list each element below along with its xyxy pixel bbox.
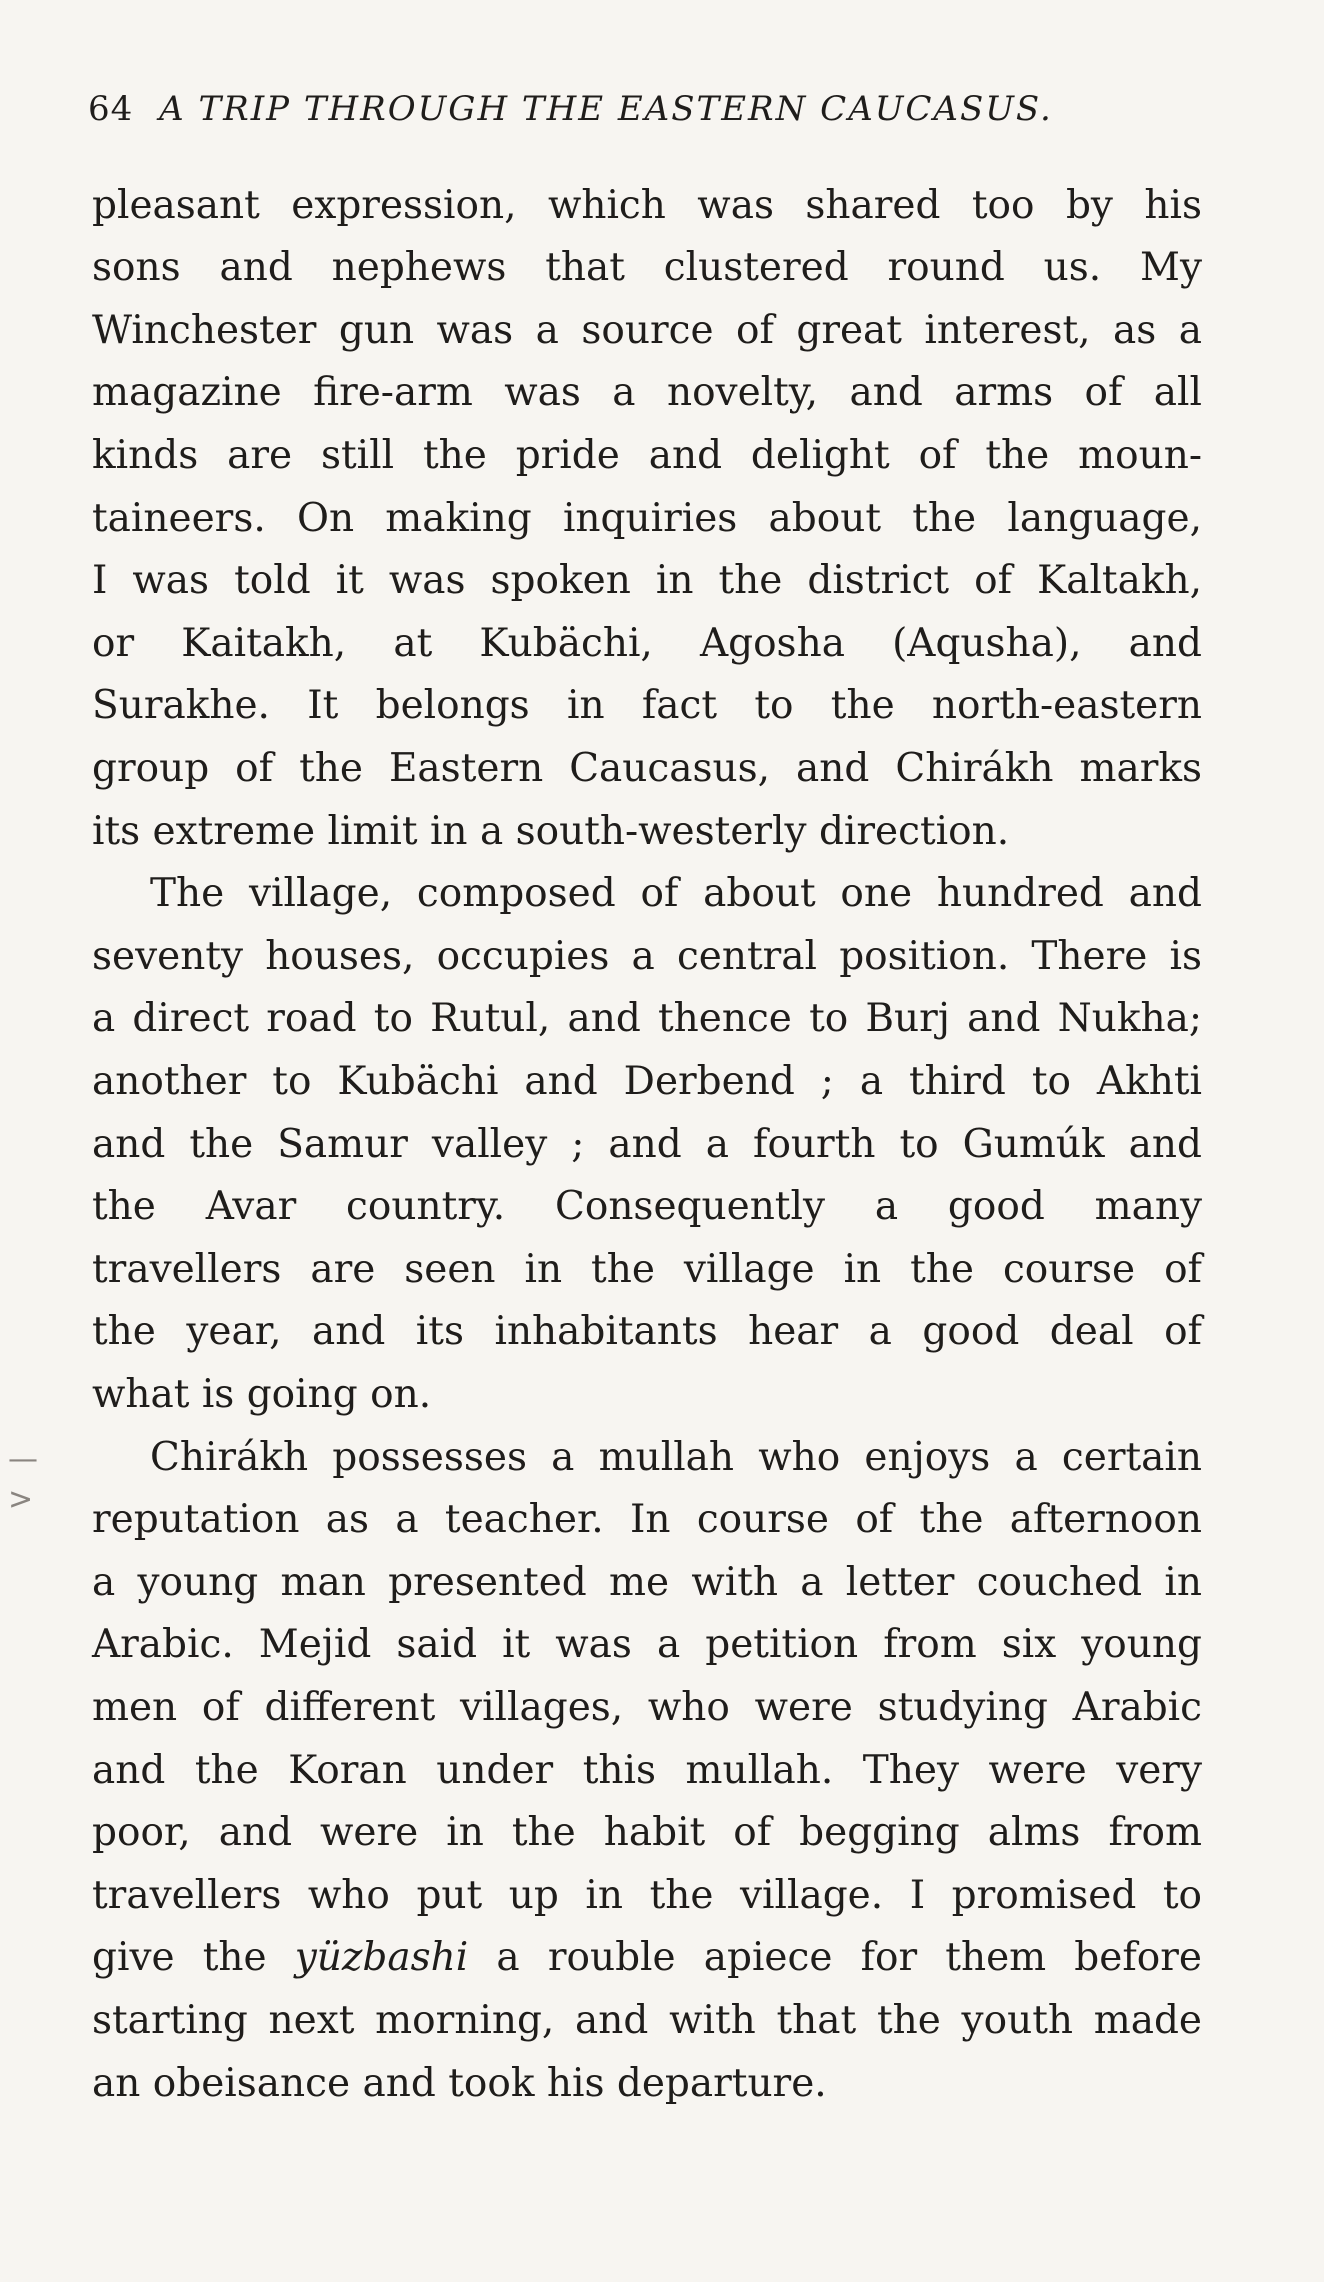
text-line: a young man presented me with a letter couched in xyxy=(92,1560,1202,1605)
text-line: or Kaitakh, at Kubächi, Agosha (Aqusha), and xyxy=(92,621,1202,666)
margin-arrow-mark: —> xyxy=(8,1442,38,1517)
text-line: the year, and its inhabitants hear a good deal of xyxy=(92,1309,1202,1354)
text-line: starting next morning, and with that the youth made xyxy=(92,1998,1202,2043)
text-line: men of different villages, who were studying Arabic xyxy=(92,1685,1202,1730)
line-segment: give the xyxy=(92,1935,295,1980)
running-title: A TRIP THROUGH THE EASTERN CAUCASUS. xyxy=(159,89,1053,129)
text-line: reputation as a teacher. In course of the afternoon xyxy=(92,1497,1202,1542)
text-line: and the Samur valley ; and a fourth to Gumúk and xyxy=(92,1122,1202,1167)
italic-term: yüzbashi xyxy=(294,1935,469,1980)
line-segment: a rouble apiece for them before xyxy=(468,1935,1202,1980)
text-line: group of the Eastern Caucasus, and Chirákh marks xyxy=(92,746,1202,791)
text-line: a direct road to Rutul, and thence to Burj and Nukha; xyxy=(92,996,1202,1041)
text-line: travellers are seen in the village in the course of xyxy=(92,1247,1202,1292)
text-line: its extreme limit in a south-westerly direction. xyxy=(92,809,1010,854)
text-line: poor, and were in the habit of begging alms from xyxy=(92,1810,1202,1855)
text-line: the Avar country. Consequently a good many xyxy=(92,1184,1202,1229)
text-line: seventy houses, occupies a central position. There is xyxy=(92,934,1202,979)
text-line: travellers who put up in the village. I promised to xyxy=(92,1873,1202,1918)
text-line: Arabic. Mejid said it was a petition from six young xyxy=(92,1622,1202,1667)
text-line: what is going on. xyxy=(92,1372,432,1417)
text-line: an obeisance and took his departure. xyxy=(92,2061,827,2106)
page-header xyxy=(88,86,1208,132)
text-line xyxy=(92,1932,1202,1984)
paragraph-first-line: Chirákh possesses a mullah who enjoys a certain xyxy=(150,1435,1202,1480)
page-number: 64 xyxy=(88,89,134,129)
text-line: another to Kubächi and Derbend ; a third to Akhti xyxy=(92,1059,1202,1104)
text-line: I was told it was spoken in the district of Kaltakh, xyxy=(92,558,1202,603)
paragraph-first-line: The village, composed of about one hundred and xyxy=(150,871,1202,916)
text-line: pleasant expression, which was shared too by his xyxy=(92,183,1202,228)
text-line: kinds are still the pride and delight of the moun- xyxy=(92,433,1202,478)
text-line: magazine fire-arm was a novelty, and arms of all xyxy=(92,370,1202,415)
text-line: taineers. On making inquiries about the language, xyxy=(92,496,1202,541)
text-line: and the Koran under this mullah. They were very xyxy=(92,1748,1202,1793)
text-line: Winchester gun was a source of great interest, as a xyxy=(92,308,1202,353)
text-line: sons and nephews that clustered round us. My xyxy=(92,245,1202,290)
text-line: Surakhe. It belongs in fact to the north-eastern xyxy=(92,683,1202,728)
